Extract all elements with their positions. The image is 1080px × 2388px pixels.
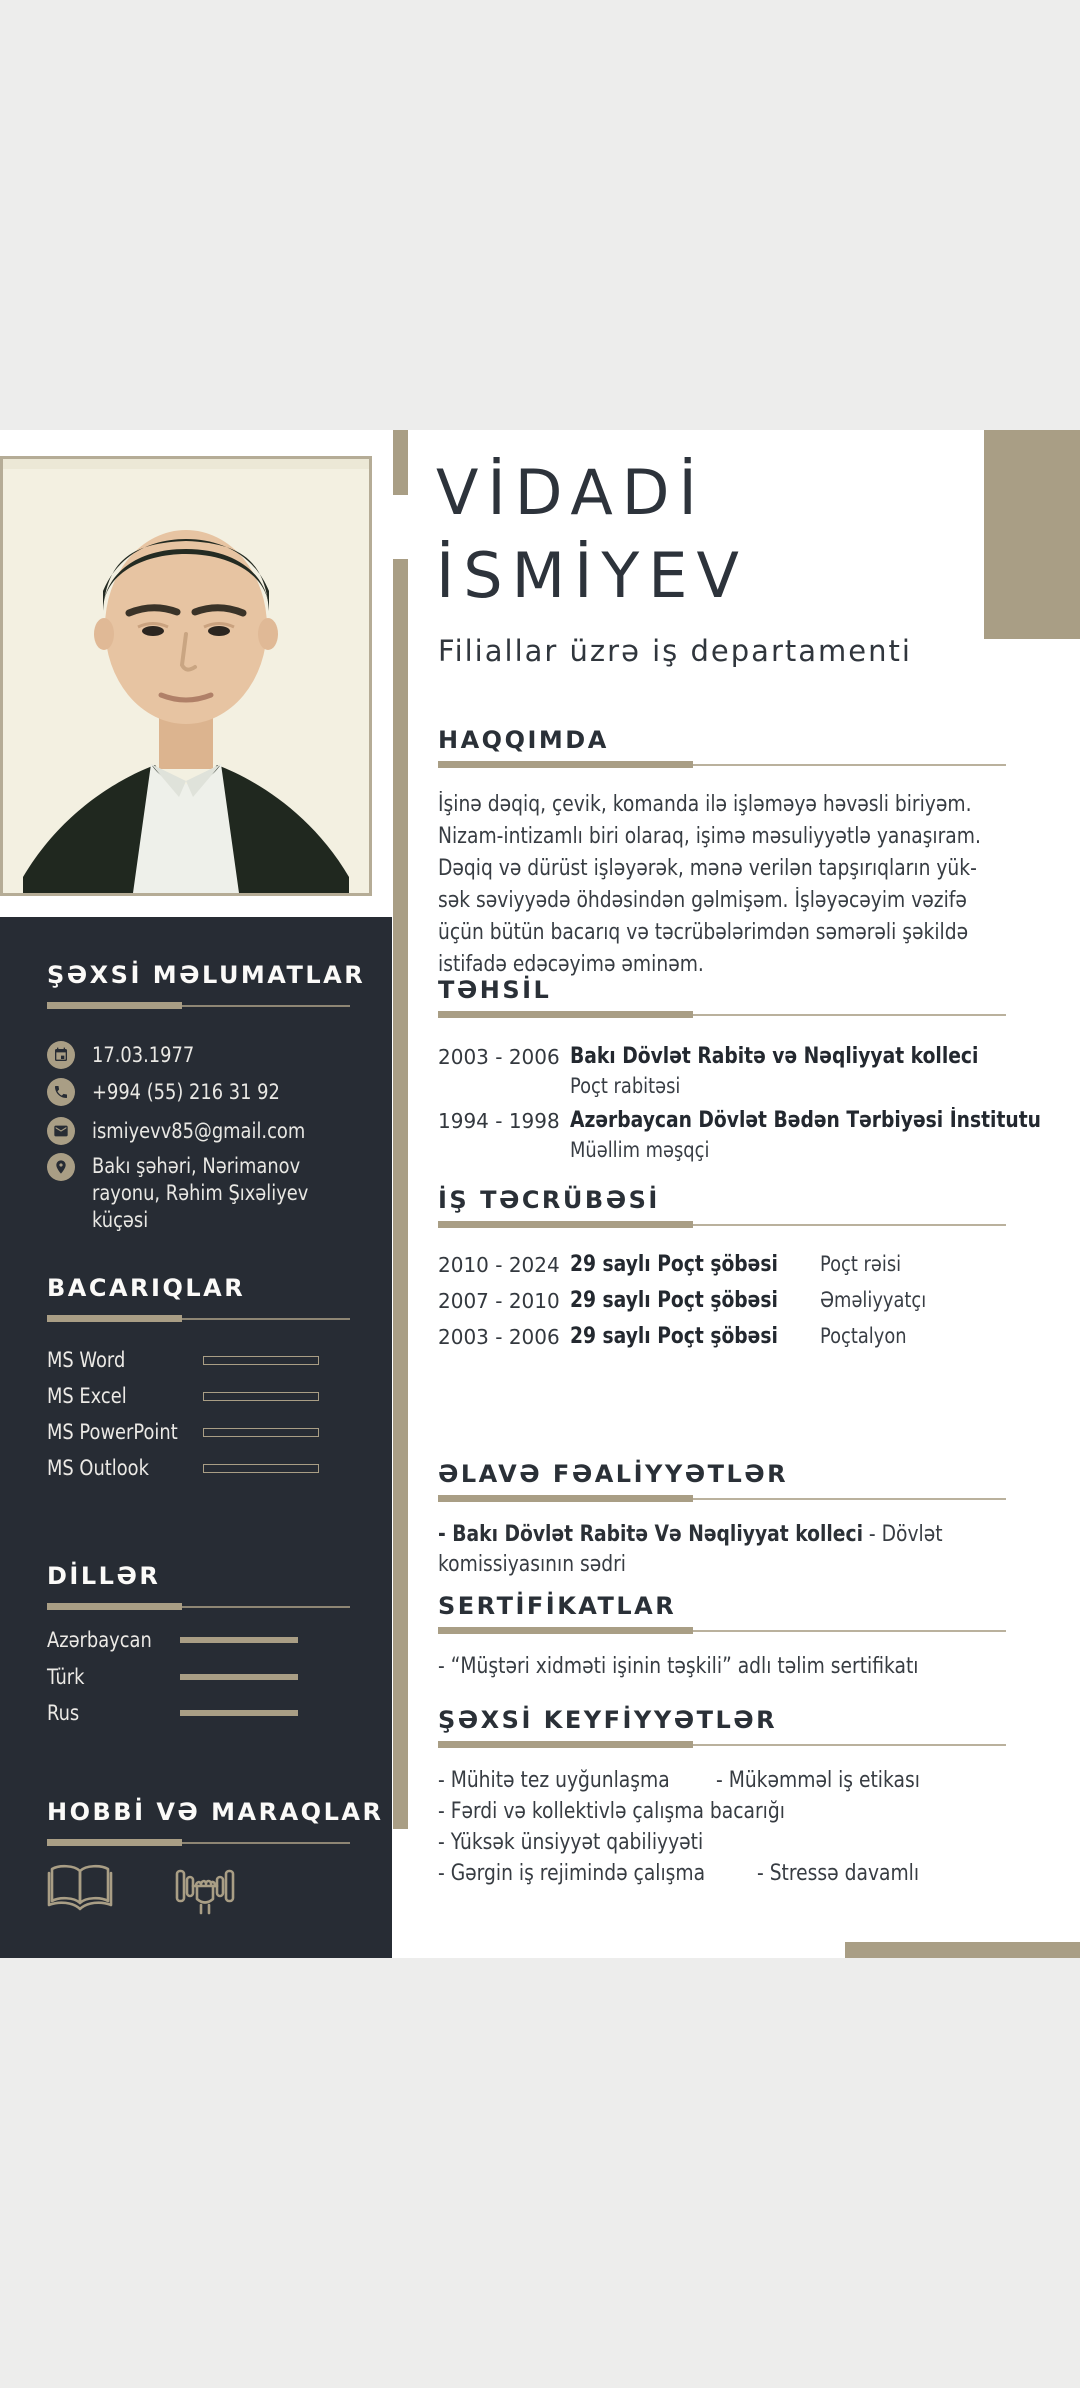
language-bar — [180, 1637, 298, 1643]
section-title: TƏHSİL — [438, 976, 552, 1004]
language-bar — [180, 1710, 298, 1716]
extra-activity-role: - Dövlət komissiyasının sədri — [438, 1522, 943, 1577]
extra-activity-text — [438, 1520, 1010, 1580]
experience-years: 2010 - 2024 — [438, 1253, 560, 1277]
profile-photo — [0, 456, 372, 896]
quality-item: - Fərdi və kollektivlə çalışma bacarığı — [438, 1799, 785, 1824]
language-label: Rus — [47, 1701, 80, 1725]
location-icon — [47, 1153, 75, 1181]
heading-rule — [438, 1741, 1006, 1748]
experience-row — [438, 1322, 1008, 1352]
quality-item: - Mühitə tez uyğunlaşma — [438, 1768, 670, 1793]
section-experience — [438, 1186, 1008, 1358]
skill-bar — [203, 1428, 319, 1437]
sidebar-section-title: HOBBİ VƏ MARAQLAR — [47, 1798, 384, 1826]
certificate-text: - “Müştəri xidməti işinin təşkili” adlı təlim sertifikatı — [438, 1654, 919, 1679]
experience-role: Əməliyyatçı — [819, 1288, 926, 1312]
language-label: Azərbaycan — [47, 1628, 152, 1652]
education-row — [438, 1106, 1041, 1164]
skill-label: MS Excel — [47, 1384, 127, 1408]
experience-row — [438, 1250, 1008, 1280]
sidebar-section-title: BACARIQLAR — [47, 1274, 246, 1302]
phone-icon — [47, 1078, 75, 1106]
about-line: sək səviyyədə öhdəsindən gəlmişəm. İşləyəcəyim vəzifə — [438, 888, 967, 913]
phone-number: +994 (55) 216 31 92 — [92, 1079, 280, 1104]
email-address: ismiyevv85@gmail.com — [92, 1118, 306, 1143]
address: Bakı şəhəri, Nərimanov rayonu, Rəhim Şıxəliyev küçəsi — [92, 1154, 309, 1232]
education-school: Bakı Dövlət Rabitə və Nəqliyyat kolleci — [570, 1044, 979, 1069]
experience-role: Poçtalyon — [819, 1324, 907, 1348]
about-line: üçün bütün bacarıq və təcrübələrimdən səmərəli şəkildə — [438, 920, 969, 945]
language-row — [47, 1662, 319, 1692]
contact-row — [47, 1117, 343, 1145]
section-about — [438, 726, 1008, 981]
education-degree: Müəllim məşqçi — [570, 1138, 710, 1162]
first-name: VİDADİ — [436, 456, 706, 529]
quality-item: - Yüksək ünsiyyət qabiliyyəti — [438, 1830, 704, 1855]
portrait-illustration — [3, 459, 369, 893]
skill-bar — [203, 1356, 319, 1365]
hobby-icons — [47, 1861, 239, 1917]
education-school: Azərbaycan Dövlət Bədən Tərbiyəsi İnstitutu — [570, 1108, 1041, 1133]
experience-years: 2007 - 2010 — [438, 1289, 560, 1313]
book-icon — [47, 1861, 113, 1915]
section-qualities — [438, 1706, 1008, 1889]
heading-rule — [47, 1002, 350, 1009]
sidebar-section-title: DİLLƏR — [47, 1562, 161, 1590]
contact-row — [47, 1041, 212, 1069]
birth-date: 17.03.1977 — [92, 1042, 195, 1067]
skill-bar — [203, 1392, 319, 1401]
skill-row — [47, 1381, 319, 1411]
about-line: istifadə edəcəyimə əminəm. — [438, 952, 704, 977]
section-title: HAQQIMDA — [438, 726, 609, 754]
dumbbell-icon — [171, 1861, 239, 1917]
language-row — [47, 1698, 319, 1728]
experience-row — [438, 1286, 1008, 1316]
accent-strip-main — [393, 559, 408, 1829]
skill-row — [47, 1417, 319, 1447]
quality-item: - Mükəmməl iş etikası — [715, 1768, 920, 1793]
accent-strip-top — [393, 430, 408, 495]
education-years: 2003 - 2006 — [438, 1045, 560, 1069]
extra-activity-org: - Bakı Dövlət Rabitə Və Nəqliyyat kolleci — [438, 1522, 863, 1547]
section-extra-activities — [438, 1460, 1008, 1580]
quality-item: - Gərgin iş rejimində çalışma — [438, 1861, 706, 1886]
skill-label: MS Word — [47, 1348, 126, 1372]
education-years: 1994 - 1998 — [438, 1109, 560, 1133]
heading-rule — [438, 1011, 1006, 1018]
language-row — [47, 1625, 319, 1655]
job-title: Filiallar üzrə iş departamenti — [438, 634, 912, 668]
quality-item: - Stressə davamlı — [757, 1861, 920, 1886]
about-line: Dəqiq və dürüst işləyərək, mənə verilən tapşırıqların yük- — [438, 856, 977, 881]
heading-rule — [47, 1839, 350, 1846]
contact-row — [47, 1153, 392, 1234]
about-line: Nizam-intizamlı biri olaraq, işimə məsuliyyətlə yanaşıram. — [438, 824, 981, 849]
section-education — [438, 976, 1041, 1170]
experience-company: 29 saylı Poçt şöbəsi — [570, 1324, 778, 1349]
language-label: Türk — [47, 1665, 85, 1689]
about-line: İşinə dəqiq, çevik, komanda ilə işləməyə həvəsli biriyəm. — [438, 792, 972, 817]
section-certificates — [438, 1592, 1008, 1682]
heading-rule — [438, 1627, 1006, 1634]
skill-label: MS PowerPoint — [47, 1420, 178, 1444]
last-name: İSMİYEV — [436, 539, 748, 612]
skill-row — [47, 1453, 319, 1483]
skill-label: MS Outlook — [47, 1456, 149, 1480]
sidebar-section-title: ŞƏXSİ MƏLUMATLAR — [47, 961, 366, 989]
accent-block-bottom-right — [845, 1942, 1080, 1958]
skill-row — [47, 1345, 319, 1375]
email-icon — [47, 1117, 75, 1145]
experience-company: 29 saylı Poçt şöbəsi — [570, 1288, 778, 1313]
experience-company: 29 saylı Poçt şöbəsi — [570, 1252, 778, 1277]
experience-years: 2003 - 2006 — [438, 1325, 560, 1349]
heading-rule — [47, 1603, 350, 1610]
section-title: ƏLAVƏ FƏALİYYƏTLƏR — [438, 1460, 789, 1488]
heading-rule — [438, 761, 1006, 768]
education-degree: Poçt rabitəsi — [570, 1074, 681, 1098]
heading-rule — [438, 1221, 1006, 1228]
heading-rule — [47, 1315, 350, 1322]
contact-row — [47, 1078, 313, 1106]
section-title: İŞ TƏCRÜBƏSİ — [438, 1186, 660, 1214]
skill-bar — [203, 1464, 319, 1473]
section-title: SERTİFİKATLAR — [438, 1592, 677, 1620]
sidebar — [0, 917, 392, 1958]
education-row — [438, 1042, 1008, 1100]
calendar-icon — [47, 1041, 75, 1069]
heading-rule — [438, 1495, 1006, 1502]
language-bar — [180, 1674, 298, 1680]
experience-role: Poçt rəisi — [819, 1252, 901, 1276]
accent-block-top-right — [984, 430, 1080, 639]
section-title: ŞƏXSİ KEYFİYYƏTLƏR — [438, 1706, 778, 1734]
